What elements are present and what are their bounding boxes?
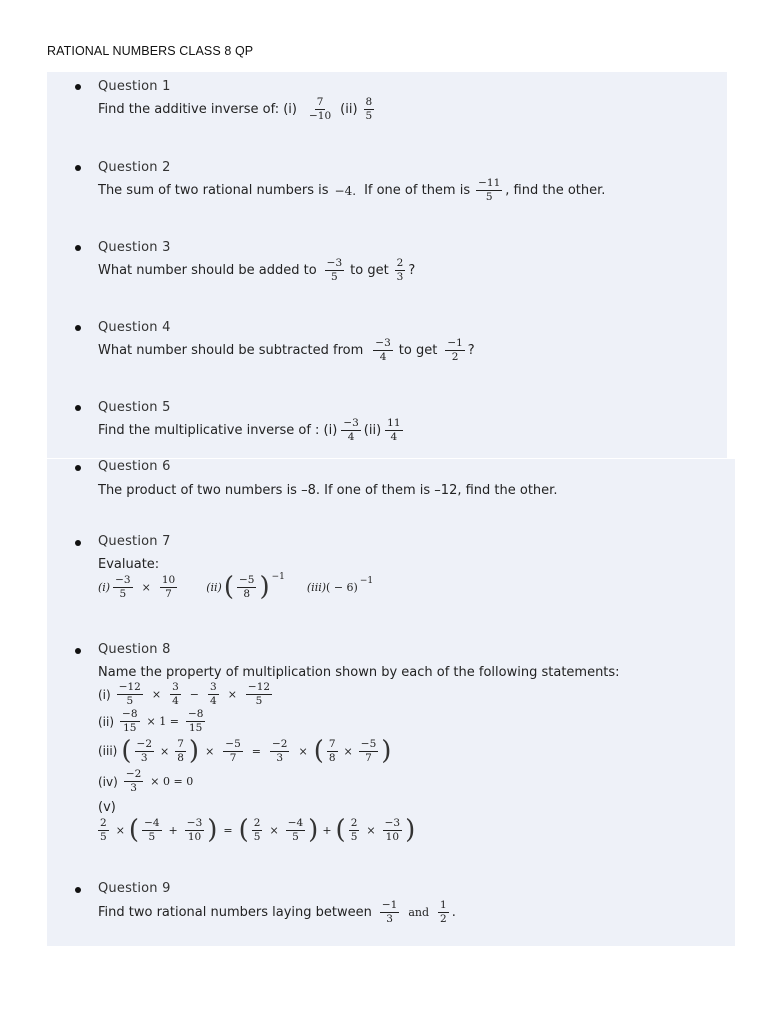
fraction: $\frac{-1}{3}$ bbox=[381, 899, 398, 925]
document-title: RATIONAL NUMBERS CLASS 8 QP bbox=[47, 44, 254, 58]
expression-row bbox=[98, 574, 373, 600]
question-label: Question 3 bbox=[98, 240, 171, 255]
times-symbol: × bbox=[115, 823, 125, 837]
fraction: $\frac{11}{4}$ bbox=[387, 417, 401, 443]
equals-symbol: = bbox=[251, 744, 261, 758]
prompt-text: The sum of two rational numbers is bbox=[98, 183, 329, 198]
exponent: −1 bbox=[271, 572, 285, 582]
prompt-text: Find the additive inverse of: (i) bbox=[98, 102, 297, 117]
bullet-icon bbox=[75, 465, 81, 471]
prompt-text: to get bbox=[350, 263, 389, 278]
prompt-text: ? bbox=[467, 343, 475, 358]
question-text bbox=[98, 338, 475, 363]
bullet-icon bbox=[75, 540, 81, 546]
fraction: $\frac{1}{2}$ bbox=[440, 899, 447, 925]
question-label: Question 7 bbox=[98, 534, 171, 549]
fraction: $\frac{-2}{3}$ bbox=[136, 737, 153, 764]
fraction: $\frac{2}{3}$ bbox=[396, 257, 404, 283]
question-label: Question 6 bbox=[98, 459, 171, 474]
statement-i bbox=[98, 682, 275, 707]
part-label: (iv) bbox=[98, 774, 118, 789]
times-symbol: × bbox=[343, 744, 353, 758]
fraction: $\frac{-3}{10}$ bbox=[186, 816, 203, 843]
fraction: $\frac{7}{8}$ bbox=[177, 737, 184, 764]
bullet-icon bbox=[75, 165, 81, 171]
prompt-text: , find the other. bbox=[505, 183, 606, 198]
fraction: $\frac{-1}{2}$ bbox=[447, 337, 463, 363]
right-paren: ) bbox=[259, 572, 270, 602]
prompt-text: If one of them is bbox=[364, 183, 471, 198]
times-symbol: × bbox=[160, 744, 170, 758]
statement-v-label: (v) bbox=[98, 800, 116, 815]
statement-ii bbox=[98, 709, 208, 734]
times-symbol: × bbox=[269, 823, 279, 837]
question-text: Name the property of multiplication shown by each of the following statements: bbox=[98, 665, 620, 680]
question-label: Question 5 bbox=[98, 400, 171, 415]
times-symbol: × bbox=[205, 744, 215, 758]
equals-symbol: = bbox=[223, 823, 233, 837]
left-paren: ( bbox=[223, 572, 234, 602]
times-symbol: × bbox=[366, 823, 376, 837]
times-symbol: × bbox=[227, 688, 237, 701]
math-expression: ( − 6) bbox=[326, 580, 358, 594]
minus-symbol: − bbox=[189, 688, 199, 701]
question-label: Question 1 bbox=[98, 79, 171, 94]
prompt-text: What number should be added to bbox=[98, 263, 317, 278]
question-text bbox=[98, 97, 377, 122]
fraction: $\frac{-3}{5}$ bbox=[326, 257, 343, 283]
right-paren: ) bbox=[188, 736, 200, 766]
fraction: $\frac{-11}{5}$ bbox=[478, 177, 501, 203]
fraction: $\frac{3}{4}$ bbox=[210, 681, 217, 707]
fraction: $\frac{-3}{10}$ bbox=[384, 816, 401, 843]
fraction: $\frac{8}{5}$ bbox=[365, 96, 373, 122]
fraction: $\frac{-12}{5}$ bbox=[247, 681, 271, 707]
period: . bbox=[451, 905, 456, 920]
question-label: Question 8 bbox=[98, 642, 171, 657]
right-paren: ) bbox=[405, 815, 416, 845]
fraction: $\frac{2}{5}$ bbox=[253, 816, 261, 843]
bullet-icon bbox=[75, 887, 81, 893]
fraction: $\frac{-2}{3}$ bbox=[125, 768, 142, 794]
statement-iv bbox=[98, 769, 193, 794]
fraction: $\frac{2}{5}$ bbox=[100, 816, 107, 843]
fraction: $\frac{-8}{15}$ bbox=[187, 708, 204, 734]
fraction: $\frac{-12}{5}$ bbox=[118, 681, 141, 707]
left-paren: ( bbox=[128, 815, 140, 845]
left-paren: ( bbox=[313, 736, 324, 766]
conjunction: and bbox=[408, 906, 430, 919]
math-expression: × 1 = bbox=[146, 715, 179, 728]
fraction: $\frac{-3}{5}$ bbox=[115, 573, 131, 600]
fraction: $\frac{-5}{7}$ bbox=[225, 737, 241, 764]
fraction: $\frac{-3}{4}$ bbox=[343, 417, 359, 443]
prompt-text: What number should be subtracted from bbox=[98, 343, 364, 358]
question-text bbox=[98, 178, 605, 203]
right-paren: ) bbox=[381, 736, 392, 766]
fraction: $\frac{-2}{3}$ bbox=[272, 737, 288, 764]
bullet-icon bbox=[75, 325, 81, 331]
plus-symbol: + bbox=[168, 823, 178, 837]
fraction: $\frac{-3}{4}$ bbox=[375, 337, 391, 363]
evaluate-label: Evaluate: bbox=[98, 557, 160, 572]
fraction: $\frac{10}{7}$ bbox=[161, 573, 176, 600]
question-label: Question 9 bbox=[98, 881, 171, 896]
part-label: (i) bbox=[98, 687, 111, 702]
fraction: $\frac{-4}{5}$ bbox=[287, 816, 304, 843]
fraction: $\frac{2}{5}$ bbox=[350, 816, 358, 843]
part-label: (ii) bbox=[206, 580, 222, 594]
statement-v bbox=[98, 817, 415, 843]
fraction: $\frac{7}{8}$ bbox=[328, 737, 336, 764]
part-label: (ii) bbox=[363, 423, 382, 438]
fraction: $\frac{-4}{5}$ bbox=[144, 816, 160, 843]
times-symbol: × bbox=[141, 580, 151, 594]
times-symbol: × bbox=[151, 688, 162, 701]
left-paren: ( bbox=[121, 736, 132, 766]
fraction: $\frac{-5}{8}$ bbox=[238, 573, 255, 600]
statement-iii bbox=[98, 738, 391, 764]
right-paren: ) bbox=[207, 815, 218, 845]
question-label: Question 2 bbox=[98, 160, 171, 175]
part-label: (i) bbox=[98, 580, 111, 594]
bullet-icon bbox=[75, 405, 81, 411]
part-label: (ii) bbox=[98, 714, 115, 729]
bullet-icon bbox=[75, 648, 81, 654]
bullet-icon bbox=[75, 245, 81, 251]
part-label: (ii) bbox=[340, 102, 358, 117]
fraction: $\frac{7}{-10}$ bbox=[308, 96, 332, 122]
exponent: −1 bbox=[359, 576, 374, 586]
bullet-icon bbox=[75, 84, 81, 90]
math-value: −4. bbox=[334, 183, 357, 198]
plus-symbol: + bbox=[322, 823, 332, 837]
left-paren: ( bbox=[335, 815, 346, 845]
fraction: $\frac{3}{4}$ bbox=[172, 681, 179, 707]
question-text bbox=[98, 258, 415, 283]
prompt-text: to get bbox=[398, 343, 438, 358]
prompt-text: ? bbox=[408, 263, 416, 278]
fraction: $\frac{-8}{15}$ bbox=[122, 708, 138, 734]
left-paren: ( bbox=[238, 815, 249, 845]
fraction: $\frac{-5}{7}$ bbox=[360, 737, 377, 764]
question-label: Question 4 bbox=[98, 320, 171, 335]
question-text bbox=[98, 900, 456, 925]
times-symbol: × bbox=[298, 744, 308, 758]
prompt-text: Find two rational numbers laying between bbox=[98, 905, 372, 920]
question-text bbox=[98, 418, 406, 443]
prompt-text: Find the multiplicative inverse of : (i) bbox=[98, 423, 338, 438]
question-text: The product of two numbers is –8. If one of them is –12, find the other. bbox=[98, 483, 558, 498]
part-label: (iii) bbox=[98, 744, 118, 758]
math-expression: × 0 = 0 bbox=[150, 775, 194, 788]
right-paren: ) bbox=[308, 815, 319, 845]
part-label: (iii) bbox=[306, 580, 327, 594]
